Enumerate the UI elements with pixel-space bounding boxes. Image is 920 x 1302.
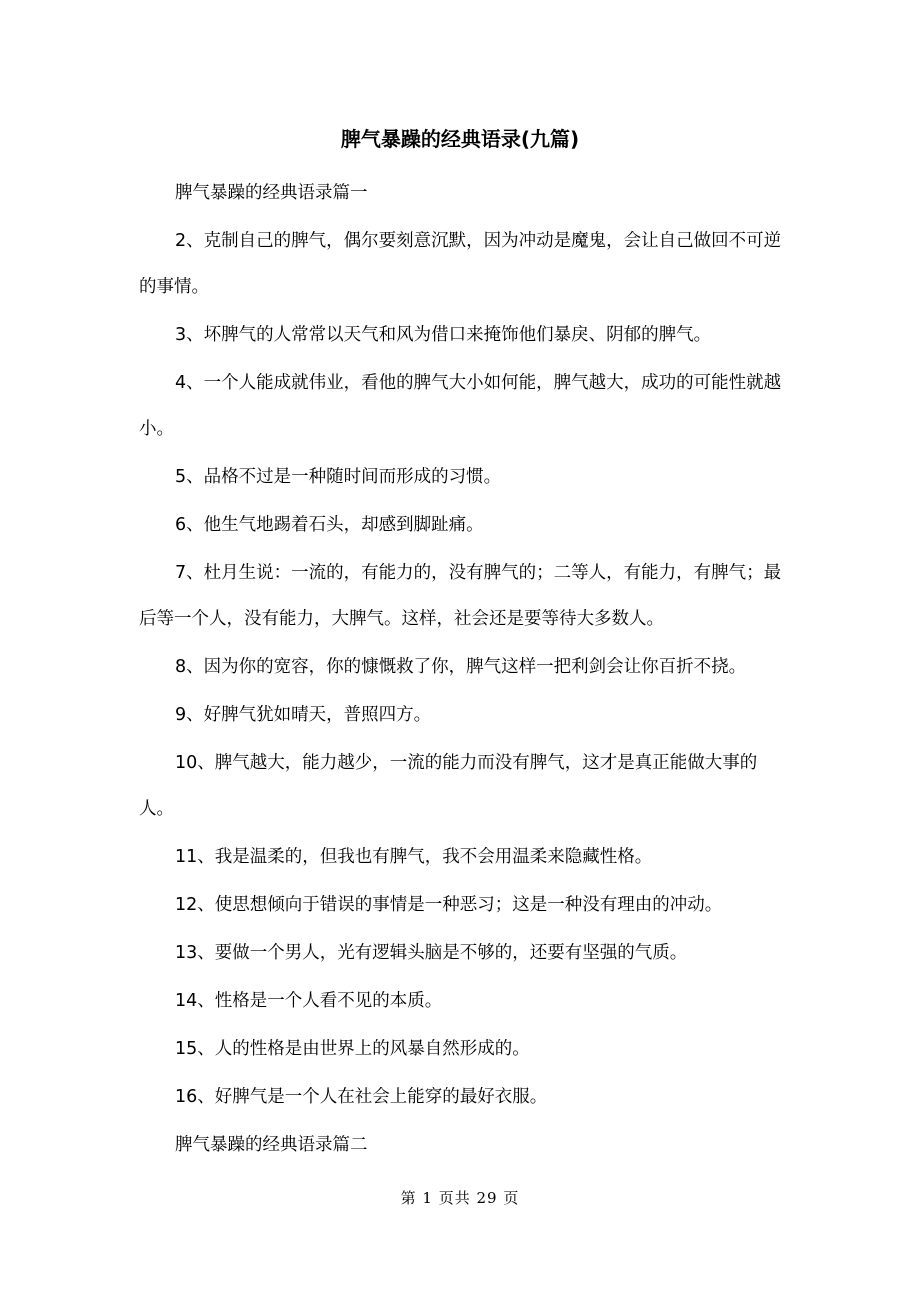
page-number-footer: 第 1 页共 29 页 (400, 1189, 520, 1207)
quote-paragraph: 16、好脾气是一个人在社会上能穿的最好衣服。 (175, 1087, 548, 1107)
section-heading: 脾气暴躁的经典语录篇一 (175, 183, 368, 203)
quote-paragraph: 6、他生气地踢着石头，却感到脚趾痛。 (175, 515, 484, 535)
quote-paragraph: 8、因为你的宽容，你的慷慨救了你，脾气这样一把利剑会让你百折不挠。 (175, 657, 747, 677)
quote-paragraph: 15、人的性格是由世界上的风暴自然形成的。 (175, 1039, 530, 1059)
quote-paragraph: 2、克制自己的脾气，偶尔要刻意沉默，因为冲动是魔鬼，会让自己做回不可逆的事情。 (139, 231, 782, 297)
quote-paragraph: 13、要做一个男人，光有逻辑头脑是不够的，还要有坚强的气质。 (175, 943, 688, 963)
quote-paragraph: 11、我是温柔的，但我也有脾气，我不会用温柔来隐藏性格。 (175, 847, 653, 867)
section-heading: 脾气暴躁的经典语录篇二 (175, 1135, 368, 1155)
document-title: 脾气暴躁的经典语录(九篇) (340, 127, 580, 151)
quote-paragraph: 5、品格不过是一种随时间而形成的习惯。 (175, 467, 502, 487)
quote-paragraph: 10、脾气越大，能力越少，一流的能力而没有脾气，这才是真正能做大事的人。 (139, 753, 758, 819)
quote-paragraph: 9、好脾气犹如晴天，普照四方。 (175, 705, 432, 725)
quote-paragraph: 4、一个人能成就伟业，看他的脾气大小如何能，脾气越大，成功的可能性就越小。 (139, 373, 782, 439)
quote-paragraph: 3、坏脾气的人常常以天气和风为借口来掩饰他们暴戾、阴郁的脾气。 (175, 325, 712, 345)
document-body (139, 170, 789, 1170)
quote-paragraph: 7、杜月生说：一流的，有能力的，没有脾气的；二等人，有能力，有脾气；最后等一个人，没有能力，大脾气。这样，社会还是要等待大多数人。 (139, 563, 782, 629)
quote-paragraph: 12、使思想倾向于错误的事情是一种恶习；这是一种没有理由的冲动。 (175, 895, 723, 915)
quote-paragraph: 14、性格是一个人看不见的本质。 (175, 991, 443, 1011)
